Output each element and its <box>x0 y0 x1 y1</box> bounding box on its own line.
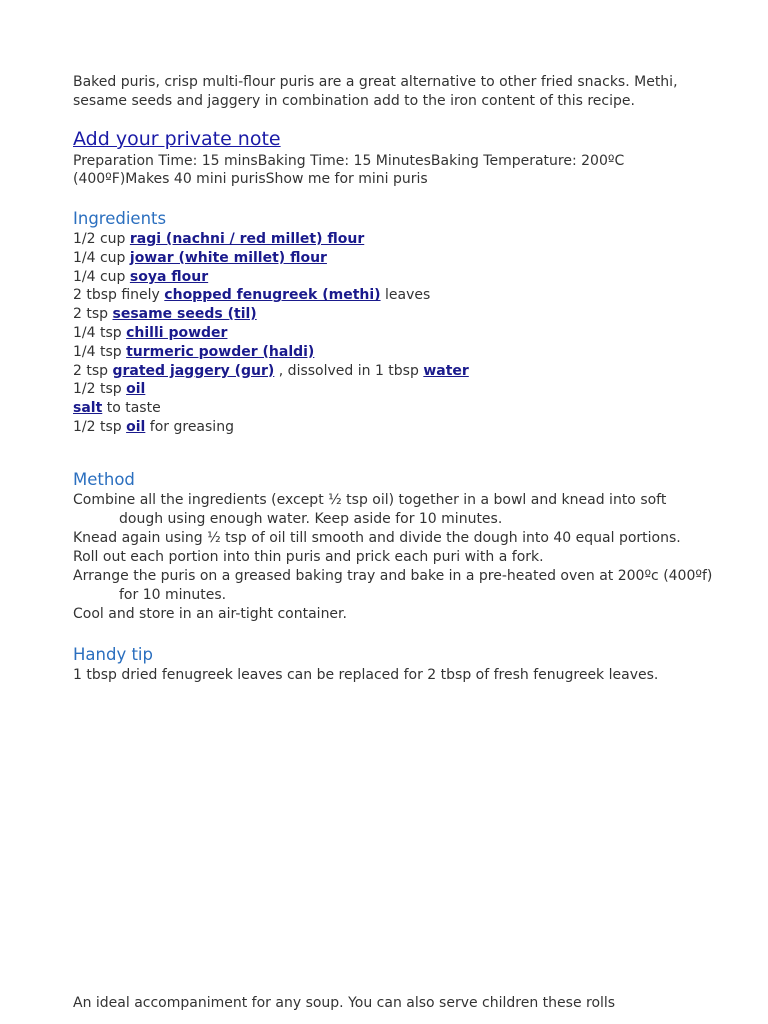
ingredient-link[interactable]: sesame seeds (til) <box>112 306 257 323</box>
intro-text: Baked puris, crisp multi-flour puris are a great alternative to other fried snacks. Methi, sesame seeds and jaggery in combination add to the iron content of this recipe. <box>73 74 678 109</box>
method-section <box>73 469 713 624</box>
ingredients-list <box>73 230 713 437</box>
ingredient-row <box>73 362 713 381</box>
ingredient-row <box>73 380 713 399</box>
method-step: Arrange the puris on a greased baking tray and bake in a pre-heated oven at 200ºc (400ºf) for 10 minutes. <box>73 567 713 603</box>
ingredient-quantity: 1/4 tsp <box>73 324 127 341</box>
ingredient-link[interactable]: grated jaggery (gur) <box>112 362 275 379</box>
method-step: Combine all the ingredients (except ½ tsp oil) together in a bowl and knead into soft dough using enough water. Keep aside for 10 minutes. <box>73 491 667 527</box>
ingredient-link[interactable]: turmeric powder (haldi) <box>126 343 315 360</box>
ingredient-note: , dissolved in 1 tbsp <box>274 362 424 379</box>
handy-tip-text: 1 tbsp dried fenugreek leaves can be replaced for 2 tbsp of fresh fenugreek leaves. <box>73 666 659 683</box>
ingredient-row <box>73 230 713 249</box>
ingredient-row <box>73 343 713 362</box>
ingredient-link[interactable]: jowar (white millet) flour <box>129 249 327 266</box>
add-private-note-link[interactable]: Add your private note <box>73 128 281 150</box>
handy-tip-heading: Handy tip <box>73 644 153 664</box>
ingredient-quantity: 1/2 tsp <box>73 418 127 435</box>
ingredients-heading: Ingredients <box>73 209 167 228</box>
ingredient-row <box>73 249 713 268</box>
ingredient-link[interactable]: soya flour <box>129 268 209 285</box>
footer-text: An ideal accompaniment for any soup. You can also serve children these rolls <box>73 995 616 1011</box>
ingredient-quantity: 2 tbsp finely <box>73 287 165 304</box>
ingredient-quantity: 2 tsp <box>73 306 113 323</box>
recipe-page <box>73 73 713 685</box>
ingredient-note: to taste <box>102 400 161 417</box>
ingredient-row <box>73 286 713 305</box>
ingredient-quantity: 1/4 cup <box>73 249 130 266</box>
ingredient-link[interactable]: water <box>423 362 469 379</box>
ingredient-note: leaves <box>380 287 431 304</box>
ingredient-quantity: 1/4 cup <box>73 268 130 285</box>
preparation-info: Preparation Time: 15 minsBaking Time: 15 MinutesBaking Temperature: 200ºC (400ºF)Makes 40 mini purisShow me for mini puris <box>73 153 625 187</box>
ingredient-link[interactable]: chopped fenugreek (methi) <box>164 287 381 304</box>
ingredient-link[interactable]: chilli powder <box>126 324 228 341</box>
method-step: Knead again using ½ tsp of oil till smooth and divide the dough into 40 equal portions. <box>73 529 681 546</box>
method-step: Cool and store in an air-tight container. <box>73 605 347 622</box>
ingredient-row <box>73 418 713 437</box>
ingredient-link[interactable]: salt <box>73 400 103 417</box>
method-step: Roll out each portion into thin puris and prick each puri with a fork. <box>73 548 544 565</box>
ingredient-link[interactable]: ragi (nachni / red millet) flour <box>129 231 365 247</box>
ingredient-quantity: 1/2 cup <box>73 231 130 247</box>
ingredient-quantity: 2 tsp <box>73 362 113 379</box>
ingredient-row <box>73 399 713 418</box>
handy-tip-list <box>73 666 713 685</box>
method-heading: Method <box>73 469 135 489</box>
ingredient-link[interactable]: oil <box>126 381 146 398</box>
ingredient-note: for greasing <box>145 418 234 435</box>
ingredient-quantity: 1/2 tsp <box>73 381 127 398</box>
method-steps <box>73 491 713 624</box>
ingredients-section <box>73 208 713 437</box>
ingredient-row <box>73 305 713 324</box>
ingredient-quantity: 1/4 tsp <box>73 343 127 360</box>
ingredient-row <box>73 324 713 343</box>
ingredient-link[interactable]: oil <box>126 418 146 435</box>
handy-tip-section <box>73 644 713 685</box>
ingredient-row <box>73 268 713 287</box>
